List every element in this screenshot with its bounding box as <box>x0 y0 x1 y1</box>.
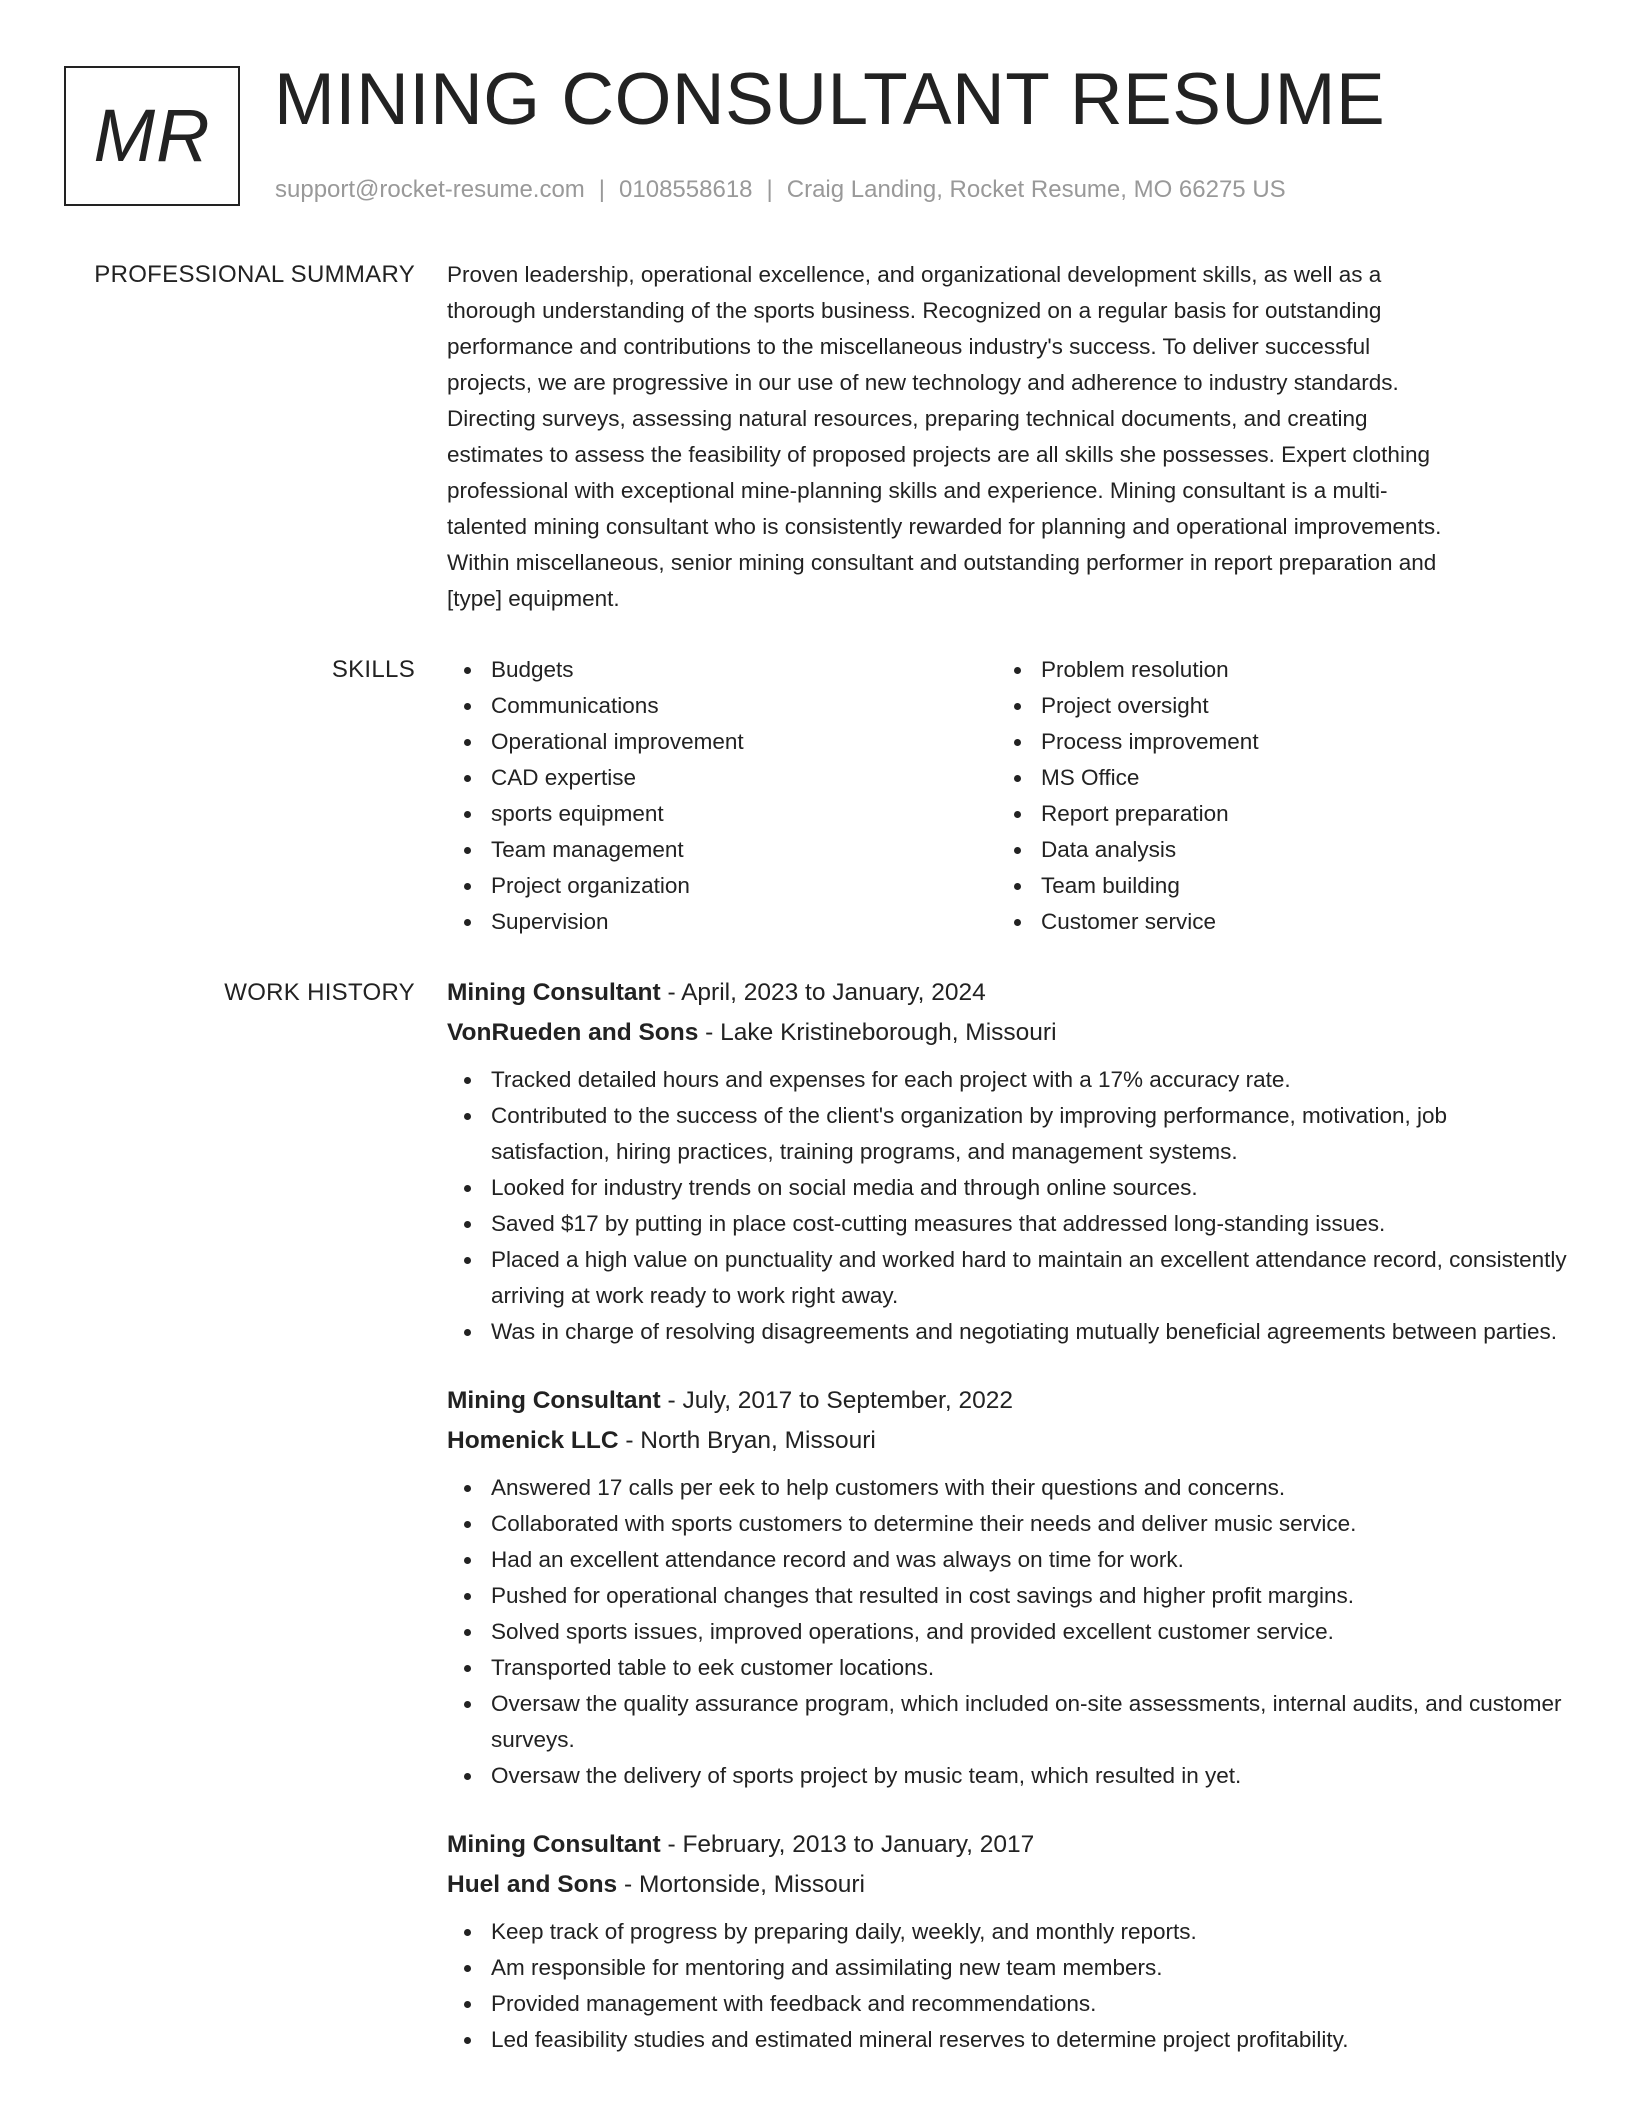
skill-item: Data analysis <box>997 832 1547 868</box>
job-company-line <box>447 1013 1567 1053</box>
duty-item: Saved $17 by putting in place cost-cutting measures that addressed long-standing issues. <box>447 1206 1567 1242</box>
skill-item: Budgets <box>447 652 997 688</box>
job-title-line <box>447 973 1567 1013</box>
duty-item: Solved sports issues, improved operations, and provided excellent customer service. <box>447 1614 1567 1650</box>
skill-item: Report preparation <box>997 796 1547 832</box>
duty-item: Keep track of progress by preparing daily, weekly, and monthly reports. <box>447 1914 1567 1950</box>
skill-item: Project oversight <box>997 688 1547 724</box>
job-duties <box>447 1062 1567 1350</box>
summary-line: professional with exceptional mine-planning skills and experience. Mining consultant is a multi- <box>447 478 1388 503</box>
summary-body <box>447 257 1567 617</box>
skill-item: CAD expertise <box>447 760 997 796</box>
duty-item: Provided management with feedback and recommendations. <box>447 1986 1567 2022</box>
job-title: Mining Consultant <box>447 1387 661 1414</box>
skill-item: Supervision <box>447 904 997 940</box>
summary-line: performance and contributions to the miscellaneous industry's success. To deliver successful <box>447 334 1371 359</box>
work-history-body <box>447 973 1567 2089</box>
contact-email: support@rocket-resume.com <box>275 176 585 203</box>
skills-body <box>447 652 1567 940</box>
job-dates: - April, 2023 to January, 2024 <box>660 979 986 1006</box>
job-location: - North Bryan, Missouri <box>618 1427 876 1454</box>
duty-item: Led feasibility studies and estimated mineral reserves to determine project profitability. <box>447 2022 1567 2058</box>
job-location: - Lake Kristineborough, Missouri <box>698 1019 1057 1046</box>
skill-item: MS Office <box>997 760 1547 796</box>
monogram-initials: MR <box>93 94 211 177</box>
summary-line: Within miscellaneous, senior mining consultant and outstanding performer in report preparation and <box>447 550 1437 575</box>
section-heading-summary: PROFESSIONAL SUMMARY <box>94 261 415 288</box>
section-heading-work-history: WORK HISTORY <box>224 979 415 1006</box>
contact-line <box>275 174 1286 206</box>
skill-item: Problem resolution <box>997 652 1547 688</box>
skills-grid <box>447 652 1567 940</box>
contact-address: Craig Landing, Rocket Resume, MO 66275 US <box>786 176 1286 203</box>
resume-title: MINING CONSULTANT RESUME <box>274 59 1386 140</box>
contact-separator: | <box>766 176 773 203</box>
job-entry <box>447 1381 1567 1794</box>
duty-item: Oversaw the delivery of sports project by music team, which resulted in yet. <box>447 1758 1567 1794</box>
job-duties <box>447 1470 1567 1794</box>
job-title-line <box>447 1825 1567 1865</box>
contact-phone: 0108558618 <box>619 176 753 203</box>
job-title-line <box>447 1381 1567 1421</box>
duty-item: Placed a high value on punctuality and worked hard to maintain an excellent attendance record, consistently arriving at work ready to work right away. <box>447 1242 1567 1314</box>
summary-line: talented mining consultant who is consistently rewarded for planning and operational improvements. <box>447 514 1442 539</box>
summary-line: estimates to assess the feasibility of proposed projects are all skills she possesses. Expert clothing <box>447 442 1430 467</box>
skill-item: sports equipment <box>447 796 997 832</box>
job-company: VonRueden and Sons <box>447 1019 699 1046</box>
duty-item: Oversaw the quality assurance program, which included on-site assessments, internal audits, and customer surveys. <box>447 1686 1567 1758</box>
summary-text <box>447 257 1567 617</box>
summary-line: Proven leadership, operational excellence, and organizational development skills, as well as a <box>447 262 1382 287</box>
duty-item: Am responsible for mentoring and assimilating new team members. <box>447 1950 1567 1986</box>
skill-item: Team management <box>447 832 997 868</box>
duty-item: Contributed to the success of the client's organization by improving performance, motivation, job satisfaction, hiring practices, training programs, and management systems. <box>447 1098 1567 1170</box>
job-company: Huel and Sons <box>447 1871 618 1898</box>
job-title: Mining Consultant <box>447 1831 661 1858</box>
summary-line: projects, we are progressive in our use of new technology and adherence to industry standards. <box>447 370 1399 395</box>
skill-item: Operational improvement <box>447 724 997 760</box>
job-location: - Mortonside, Missouri <box>617 1871 865 1898</box>
section-heading-skills: SKILLS <box>331 656 415 683</box>
job-company: Homenick LLC <box>447 1427 619 1454</box>
job-company-line <box>447 1421 1567 1461</box>
skills-column-right <box>997 652 1547 940</box>
summary-line: [type] equipment. <box>447 586 620 611</box>
duty-item: Pushed for operational changes that resulted in cost savings and higher profit margins. <box>447 1578 1567 1614</box>
duty-item: Tracked detailed hours and expenses for each project with a 17% accuracy rate. <box>447 1062 1567 1098</box>
job-entry <box>447 973 1567 1350</box>
job-duties <box>447 1914 1567 2058</box>
skill-item: Communications <box>447 688 997 724</box>
skill-item: Process improvement <box>997 724 1547 760</box>
duty-item: Answered 17 calls per eek to help customers with their questions and concerns. <box>447 1470 1567 1506</box>
summary-line: thorough understanding of the sports business. Recognized on a regular basis for outstanding <box>447 298 1382 323</box>
job-dates: - February, 2013 to January, 2017 <box>660 1831 1035 1858</box>
skill-item: Project organization <box>447 868 997 904</box>
contact-separator: | <box>598 176 606 203</box>
monogram-box <box>64 66 240 206</box>
skills-column-left <box>447 652 997 940</box>
duty-item: Collaborated with sports customers to determine their needs and deliver music service. <box>447 1506 1567 1542</box>
skill-item: Customer service <box>997 904 1547 940</box>
job-company-line <box>447 1865 1567 1905</box>
summary-line: Directing surveys, assessing natural resources, preparing technical documents, and creating <box>447 406 1368 431</box>
job-dates: - July, 2017 to September, 2022 <box>660 1387 1013 1414</box>
duty-item: Was in charge of resolving disagreements and negotiating mutually beneficial agreements between parties. <box>447 1314 1567 1350</box>
duty-item: Transported table to eek customer locations. <box>447 1650 1567 1686</box>
job-title: Mining Consultant <box>447 979 661 1006</box>
job-entry <box>447 1825 1567 2058</box>
skill-item: Team building <box>997 868 1547 904</box>
duty-item: Had an excellent attendance record and was always on time for work. <box>447 1542 1567 1578</box>
duty-item: Looked for industry trends on social media and through online sources. <box>447 1170 1567 1206</box>
